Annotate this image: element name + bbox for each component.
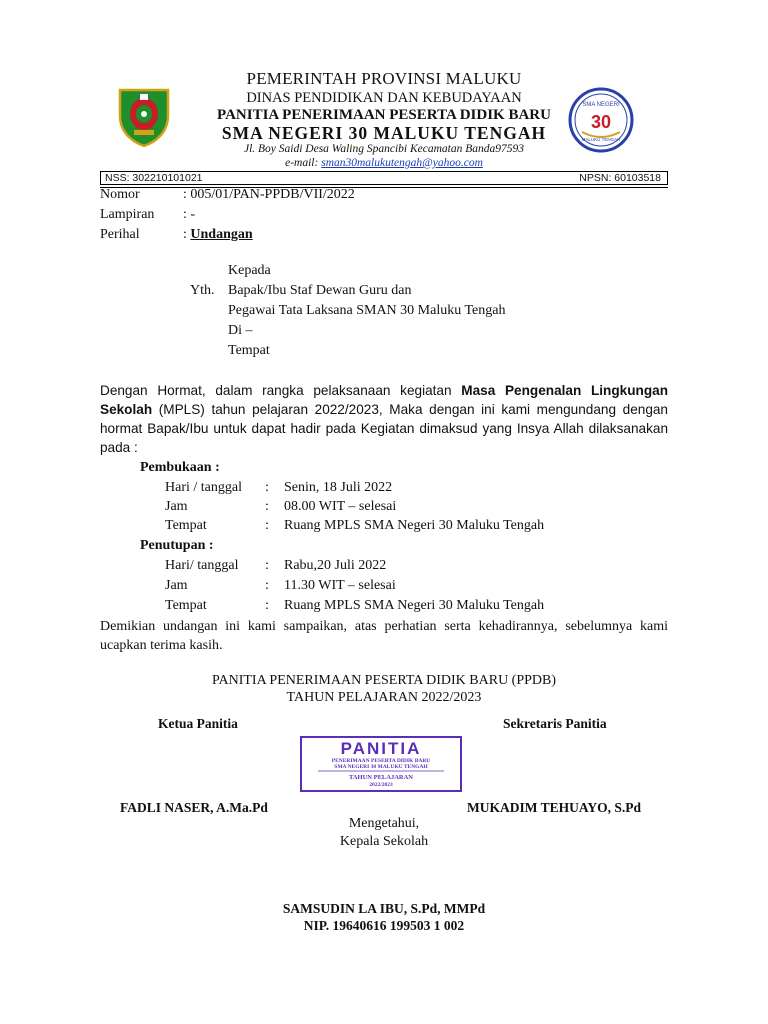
closing-label-date: Hari/ tanggal	[165, 558, 239, 573]
opening-label-place: Tempat	[165, 518, 207, 533]
acknowledge-label: Mengetahui,	[348, 816, 420, 831]
closing-colon-date: :	[265, 558, 269, 573]
signature-org: PANITIA PENERIMAAN PESERTA DIDIK BARU (PPDB)	[211, 673, 557, 688]
closing-label-time: Jam	[165, 578, 188, 593]
school-title: SMA NEGERI 30 MALUKU TENGAH	[221, 123, 547, 143]
recipient-line1: Bapak/Ibu Staf Dewan Guru dan	[228, 283, 412, 298]
head-name: SAMSUDIN LA IBU, S.Pd, MMPd	[282, 901, 486, 916]
npsn-number: NPSN: 60103518	[579, 172, 661, 184]
opening-title: Pembukaan :	[140, 460, 220, 475]
department-title: DINAS PENDIDIKAN DAN KEBUDAYAAN	[246, 90, 522, 106]
paragraph-part-1: Dengan Hormat, dalam rangka pelaksanaan kegiatan	[100, 383, 462, 398]
perihal-value: Undangan	[190, 227, 253, 242]
stamp-line1: PENERIMAAN PESERTA DIDIK BARU	[331, 758, 431, 764]
stamp-title: PANITIA	[340, 739, 422, 758]
nomor-value: : 005/01/PAN-PPDB/VII/2022	[183, 187, 355, 202]
paragraph-event-name: Masa Pengenalan Lingkungan Sekolah	[100, 383, 668, 417]
svg-text:30: 30	[590, 112, 612, 132]
perihal-colon: :	[183, 227, 191, 242]
closing-title: Penutupan :	[140, 538, 214, 553]
opening-value-date: Senin, 18 Juli 2022	[284, 480, 393, 495]
email-line	[0, 157, 768, 169]
signature-year: TAHUN PELAJARAN 2022/2023	[286, 690, 482, 705]
opening-colon-date: :	[265, 480, 269, 495]
right-signer-name: MUKADIM TEHUAYO, S.Pd	[467, 800, 642, 815]
lampiran-value: : -	[183, 207, 196, 222]
left-signer-title: Ketua Panitia	[158, 716, 238, 731]
email-link[interactable]: sman30malukutengah@yahoo.com	[321, 157, 483, 169]
lampiran-label: Lampiran	[100, 207, 155, 222]
svg-text:SMA NEGERI: SMA NEGERI	[582, 102, 620, 108]
perihal-line	[183, 227, 253, 243]
opening-value-time: 08.00 WIT – selesai	[284, 499, 397, 514]
closing-label-place: Tempat	[165, 598, 207, 613]
nomor-label: Nomor	[100, 187, 140, 202]
recipient-line2: Pegawai Tata Laksana SMAN 30 Maluku Tengah	[228, 303, 506, 318]
opening-label-date: Hari / tanggal	[165, 480, 242, 495]
closing-value-time: 11.30 WIT – selesai	[284, 578, 396, 593]
recipient-yth: Yth.	[190, 283, 215, 298]
nss-number: NSS: 302210101021	[105, 172, 203, 184]
recipient-line4: Tempat	[228, 343, 270, 358]
opening-colon-time: :	[265, 499, 269, 514]
perihal-label: Perihal	[100, 227, 140, 242]
government-title: PEMERINTAH PROVINSI MALUKU	[246, 69, 522, 88]
email-label: e-mail:	[285, 157, 322, 169]
committee-stamp	[300, 736, 462, 792]
recipient-line3: Di –	[228, 323, 253, 338]
opening-value-place: Ruang MPLS SMA Negeri 30 Maluku Tengah	[284, 518, 545, 533]
opening-paragraph	[100, 381, 668, 457]
svg-text:MALUKU TENGAH: MALUKU TENGAH	[581, 137, 621, 142]
committee-title: PANITIA PENERIMAAN PESERTA DIDIK BARU	[217, 107, 551, 123]
paragraph-part-2: (MPLS) tahun pelajaran 2022/2023, Maka dengan ini kami mengundang dengan hormat Bapak/Ibu untuk dapat hadir pada Kegiatan dimaksud yang Insya Allah dilaksanakan pada :	[100, 402, 668, 455]
opening-label-time: Jam	[165, 499, 188, 514]
head-nip: NIP. 19640616 199503 1 002	[303, 918, 465, 933]
right-signer-title: Sekretaris Panitia	[503, 716, 607, 731]
left-signer-name: FADLI NASER, A.Ma.Pd	[120, 800, 268, 815]
stamp-line4: 2022/2023	[369, 782, 393, 788]
id-bar	[100, 171, 668, 185]
closing-colon-time: :	[265, 578, 269, 593]
address-line: Jl. Boy Saidi Desa Waling Spancibi Kecamatan Banda97593	[243, 143, 524, 155]
stamp-line2: SMA NEGERI 30 MALUKU TENGAH	[334, 764, 428, 770]
closing-value-place: Ruang MPLS SMA Negeri 30 Maluku Tengah	[284, 598, 545, 613]
head-title: Kepala Sekolah	[339, 834, 429, 849]
closing-colon-place: :	[265, 598, 269, 613]
stamp-line3: TAHUN PELAJARAN	[349, 774, 413, 781]
closing-paragraph: Demikian undangan ini kami sampaikan, atas perhatian serta kehadirannya, sebelumnya kami ucapkan terima kasih.	[100, 619, 668, 653]
recipient-kepada: Kepada	[228, 263, 271, 278]
opening-colon-place: :	[265, 518, 269, 533]
closing-value-date: Rabu,20 Juli 2022	[284, 558, 387, 573]
